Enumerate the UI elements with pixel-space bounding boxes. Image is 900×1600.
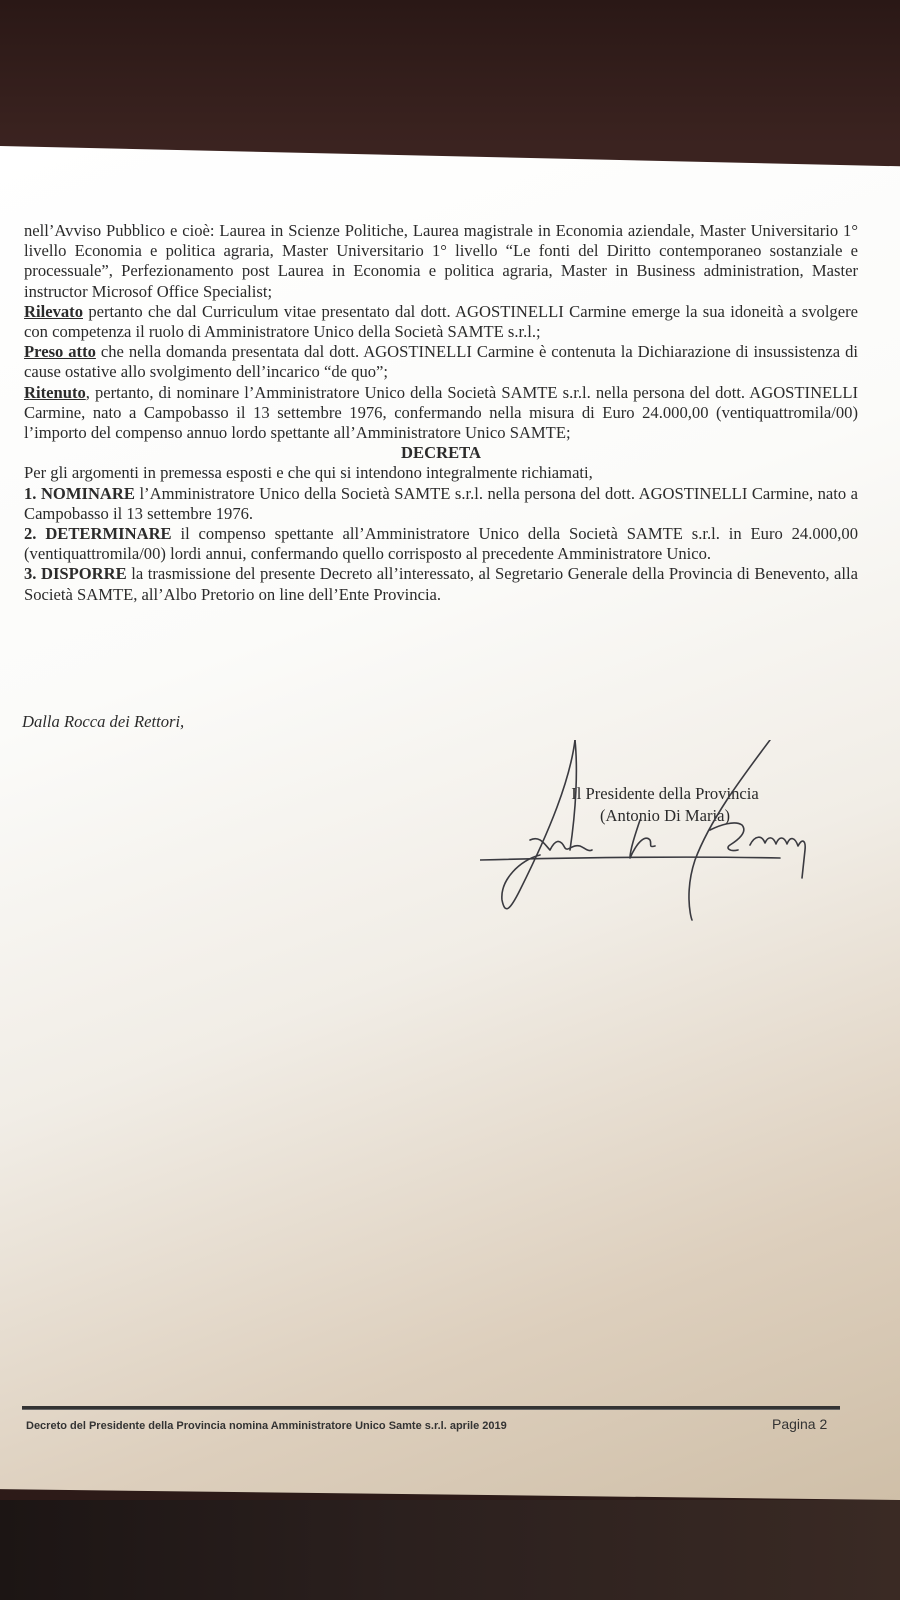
footer-caption: Decreto del Presidente della Provincia nomina Amministratore Unico Samte s.r.l. aprile 2019 — [26, 1420, 507, 1432]
decree-item-text: il compenso spettante all’Amministratore Unico della Società SAMTE s.r.l. in Euro 24.000,00 (ventiquattromila/00) lordi annui, confermando quello corrisposto al precedente Amministratore Unico. — [24, 524, 858, 564]
label-rilevato: Rilevato — [24, 301, 83, 321]
decree-item — [24, 524, 858, 564]
decree-item-text: l’Amministratore Unico della Società SAMTE s.r.l. nella persona del dott. AGOSTINELLI Carmine, nato a Campobasso il 13 settembre 1976. — [24, 483, 858, 523]
page-number: Pagina 2 — [772, 1416, 828, 1432]
decree-item-keyword: NOMINARE — [40, 483, 135, 503]
decree-item-number: 2. — [24, 524, 37, 544]
background-table — [0, 1500, 900, 1600]
decree-item — [24, 484, 858, 524]
text-ritenuto: , pertanto, di nominare l’Amministratore Unico della Società SAMTE s.r.l. nella persona del dott. AGOSTINELLI Carmine, nato a Campobasso il 13 settembre 1976, confermando nella misura di Euro 24.000,00 (ventiquattromila/00) l’importo del compenso annuo lordo spettante all’Amministratore Unico SAMTE; — [24, 382, 858, 443]
paragraph-preso-atto — [24, 342, 858, 382]
decree-item-keyword: DISPORRE — [40, 564, 127, 584]
decree-title: DECRETA — [401, 443, 481, 463]
text-rilevato: pertanto che dal Curriculum vitae presentato dal dott. AGOSTINELLI Carmine emerge la sua idoneità a svolgere con competenza il ruolo di Amministratore Unico della Società SAMTE s.r.l.; — [24, 301, 858, 342]
document-body — [24, 221, 858, 605]
paragraph-rilevato — [24, 302, 858, 342]
decree-item-number: 3. — [24, 564, 37, 584]
decree-item-number: 1. — [24, 483, 37, 503]
decree-item-keyword: DETERMINARE — [45, 524, 172, 544]
label-ritenuto: Ritenuto — [24, 382, 86, 402]
handwritten-signature — [480, 740, 840, 940]
text-preso-atto: che nella domanda presentata dal dott. AGOSTINELLI Carmine è contenuta la Dichiarazione di insussistenza di cause ostative allo svolgimento dell’incarico “de quo”; — [24, 342, 858, 382]
decree-intro: Per gli argomenti in premessa esposti e che qui si intendono integralmente richiamati, — [24, 463, 593, 483]
decree-item-text: la trasmissione del presente Decreto all’interessato, al Segretario Generale della Provincia di Benevento, alla Società SAMTE, all’Albo Pretorio on line dell’Ente Provincia. — [24, 564, 858, 604]
decree-item — [24, 564, 858, 604]
signatory-role: Il Presidente della Provincia — [571, 784, 759, 803]
label-preso-atto: Preso atto — [24, 342, 96, 362]
closing-place: Dalla Rocca dei Rettori, — [22, 712, 185, 731]
footer-rule — [22, 1406, 840, 1410]
paragraph-ritenuto — [24, 383, 858, 444]
paragraph-qualifications: nell’Avviso Pubblico e cioè: Laurea in Scienze Politiche, Laurea magistrale in Economia aziendale, Master Universitario 1° livello Economia e politica agraria, Master Universitario 1° livello “Le fonti del Diritto contemporaneo sostanziale e processuale”, Perfezionamento post Laurea in Economia e politica agraria, Master in Business administration, Master instructor Microsof Office Specialist; — [24, 221, 858, 301]
signatory-name: (Antonio Di Maria) — [600, 806, 730, 825]
